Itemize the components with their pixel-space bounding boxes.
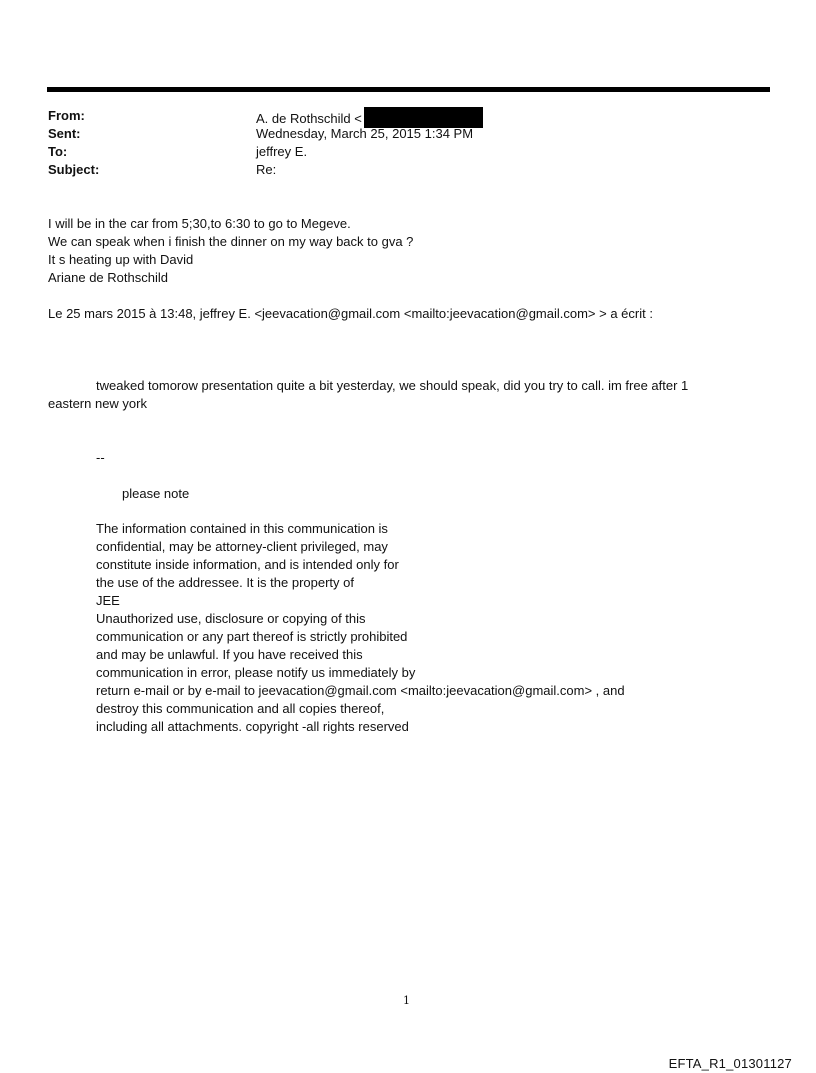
disclaimer-line: return e-mail or by e-mail to jeevacation@gmail.com <mailto:jeevacation@gmail.com> , and — [96, 683, 625, 698]
sent-value: Wednesday, March 25, 2015 1:34 PM — [256, 126, 474, 141]
header-rule — [47, 87, 770, 92]
document-id: EFTA_R1_01301127 — [668, 1056, 792, 1071]
subject-value: Re: — [256, 162, 277, 177]
body-line: I will be in the car from 5;30,to 6:30 to go to Megeve. — [48, 216, 351, 231]
quoted-line: eastern new york — [48, 396, 147, 411]
signature-dash: -- — [96, 450, 105, 465]
disclaimer-line: destroy this communication and all copies thereof, — [96, 701, 385, 716]
quote-header: Le 25 mars 2015 à 13:48, jeffrey E. <jeevacation@gmail.com <mailto:jeevacation@gmail.com> > a écrit : — [48, 306, 653, 321]
disclaimer-line: confidential, may be attorney-client privileged, may — [96, 539, 388, 554]
disclaimer-line: constitute inside information, and is intended only for — [96, 557, 399, 572]
subject-label: Subject: — [48, 162, 100, 177]
body-line: We can speak when i finish the dinner on my way back to gva ? — [48, 234, 414, 249]
body-line: Ariane de Rothschild — [48, 270, 168, 285]
disclaimer-line: JEE — [96, 593, 120, 608]
to-label: To: — [48, 144, 68, 159]
disclaimer-line: communication in error, please notify us immediately by — [96, 665, 416, 680]
from-label: From: — [48, 108, 85, 123]
disclaimer-line: and may be unlawful. If you have received this — [96, 647, 363, 662]
page-number: 1 — [403, 994, 410, 1007]
to-value: jeffrey E. — [256, 144, 308, 159]
body-line: It s heating up with David — [48, 252, 194, 267]
disclaimer-line: including all attachments. copyright -all rights reserved — [96, 719, 409, 734]
please-note: please note — [122, 486, 190, 501]
disclaimer-line: communication or any part thereof is strictly prohibited — [96, 629, 408, 644]
sent-label: Sent: — [48, 126, 81, 141]
disclaimer-line: The information contained in this communication is — [96, 521, 388, 536]
from-sender: A. de Rothschild < — [256, 111, 362, 126]
disclaimer-line: Unauthorized use, disclosure or copying of this — [96, 611, 366, 626]
disclaimer-line: the use of the addressee. It is the property of — [96, 575, 354, 590]
quoted-line: tweaked tomorow presentation quite a bit yesterday, we should speak, did you try to call. im free after 1 — [96, 378, 689, 393]
